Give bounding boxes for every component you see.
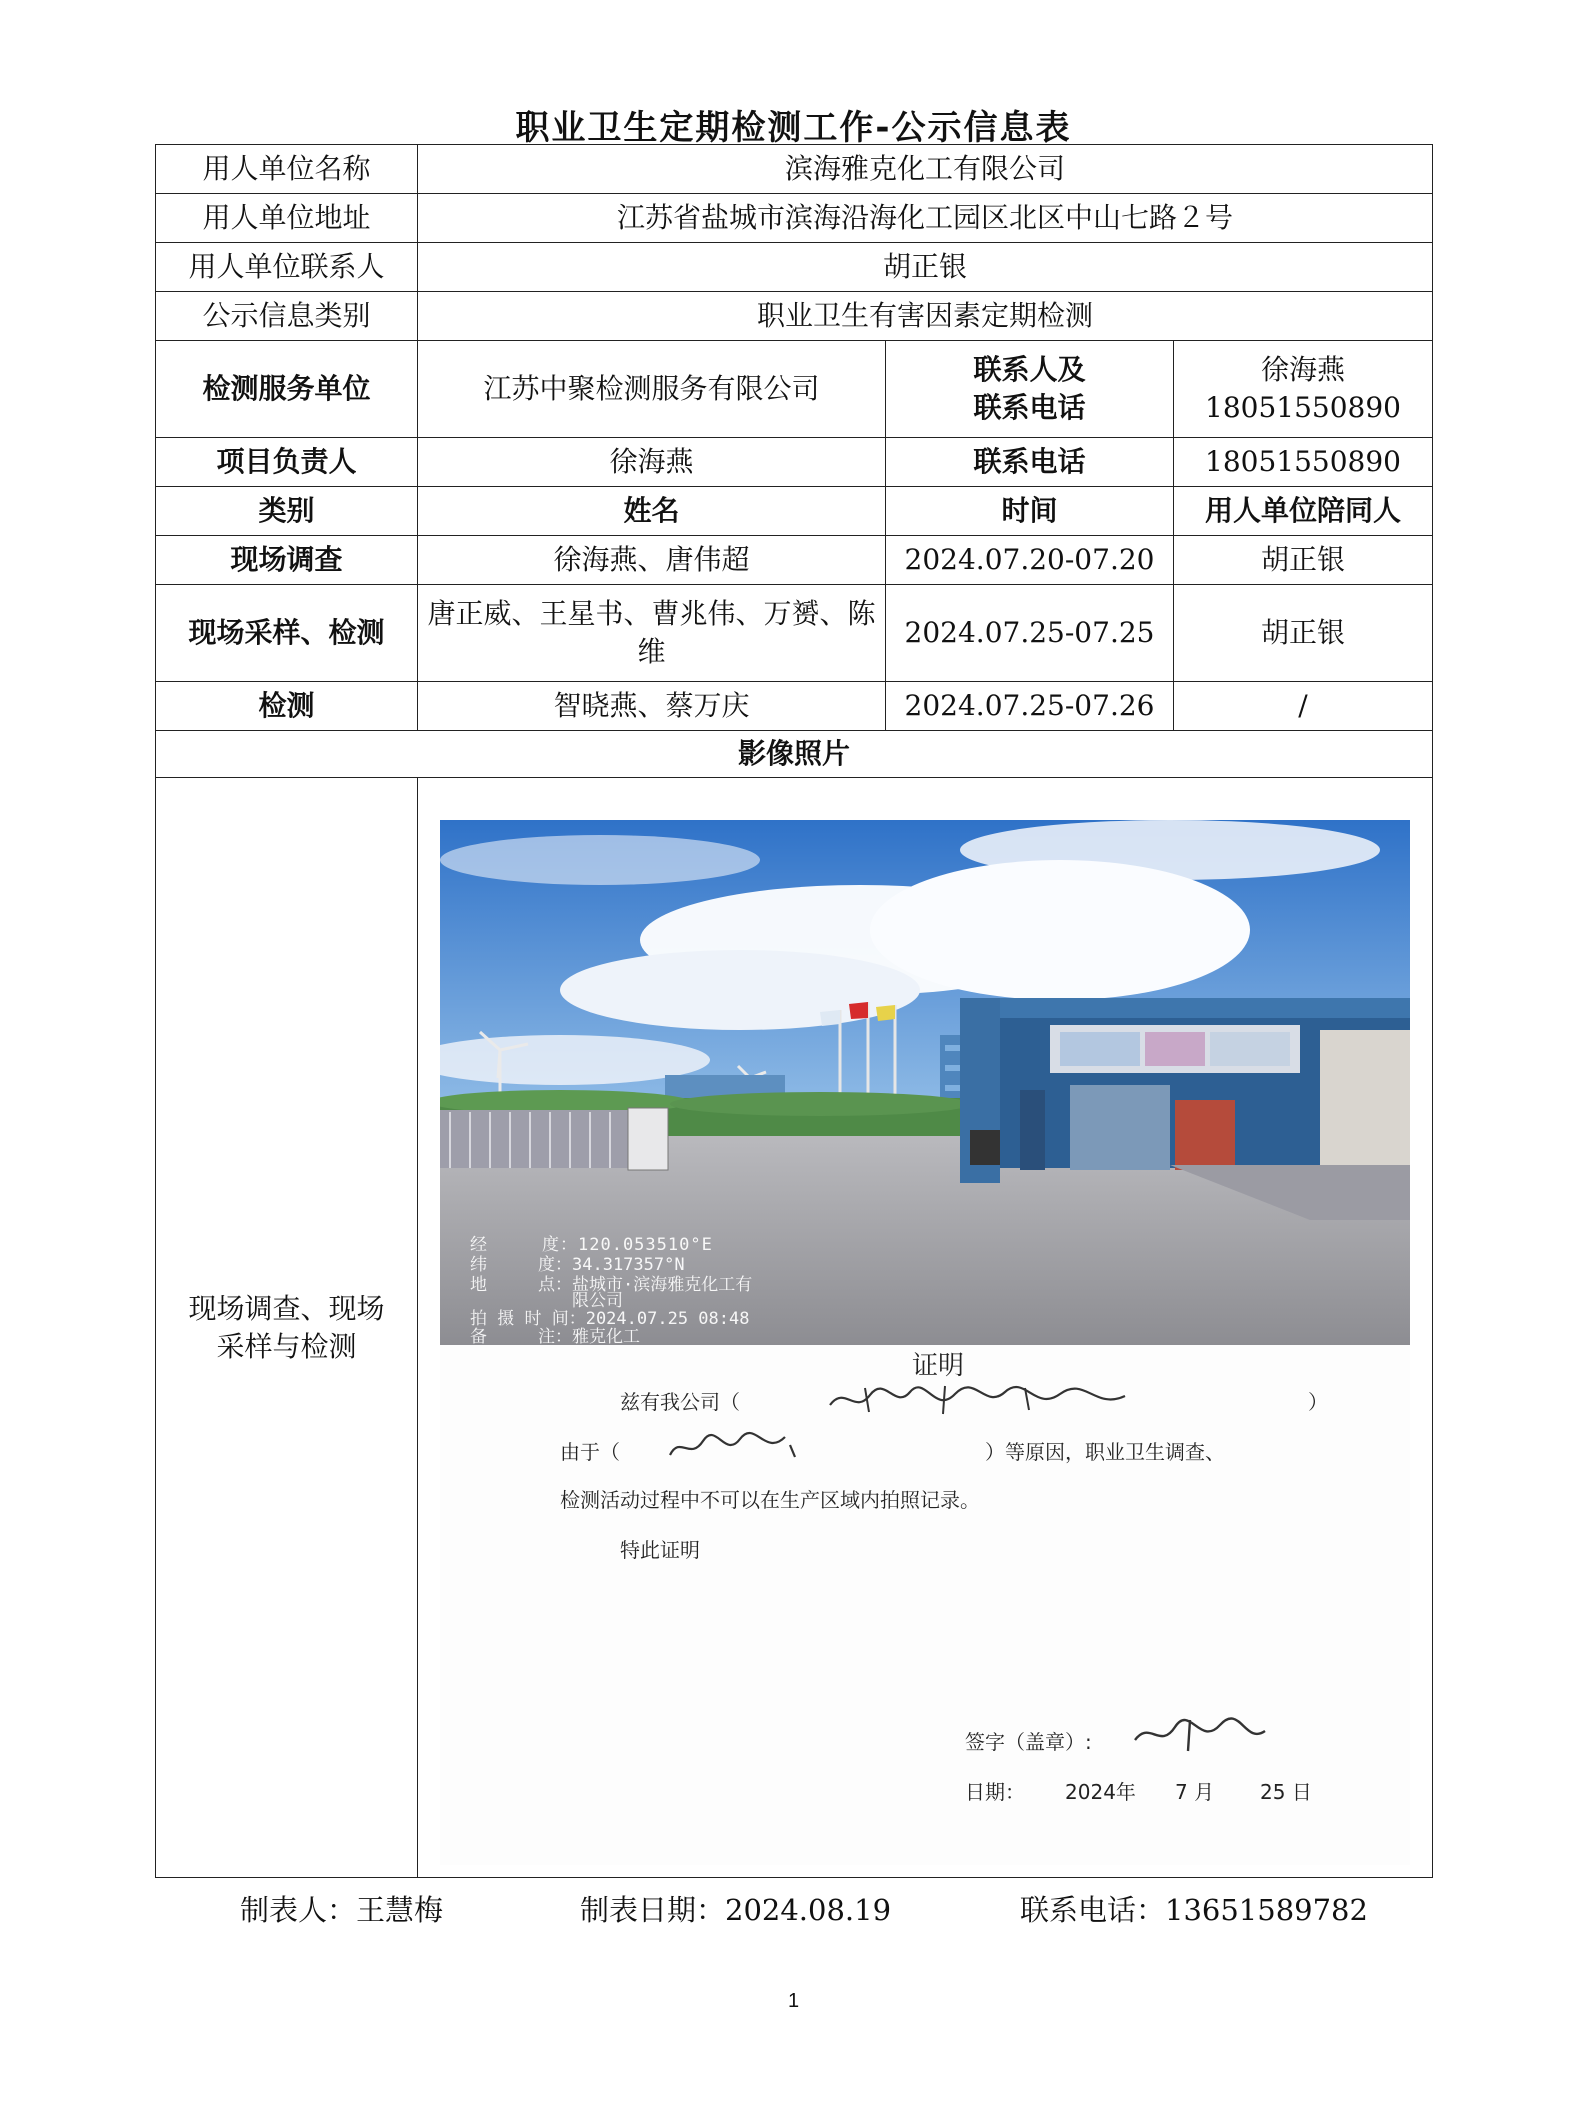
schedule-category: 现场调查	[156, 536, 418, 585]
certificate-line3: 检测活动过程中不可以在生产区域内拍照记录。	[560, 1488, 981, 1512]
info-type-label: 公示信息类别	[156, 292, 418, 341]
project-lead-value: 徐海燕	[418, 438, 886, 487]
schedule-category: 检测	[156, 682, 418, 731]
certificate-line2-prefix: 由于（	[560, 1440, 621, 1464]
schedule-companion: 胡正银	[1174, 536, 1433, 585]
service-contact-phone: 18051550890	[1205, 391, 1401, 424]
schedule-row	[156, 682, 1433, 731]
service-contact-value	[1174, 341, 1433, 438]
certificate-date-month: 7 月	[1175, 1780, 1215, 1804]
photos-label-line2: 采样与检测	[216, 1329, 357, 1363]
certificate-sign-label: 签字（盖章）:	[965, 1730, 1092, 1754]
unit-address-value: 江苏省盐城市滨海沿海化工园区北区中山七路２号	[418, 194, 1433, 243]
certificate-date-year: 2024年	[1065, 1780, 1136, 1804]
certificate-date-day: 25 日	[1260, 1780, 1312, 1804]
service-contact-name: 徐海燕	[1261, 353, 1346, 387]
schedule-header-time: 时间	[886, 487, 1174, 536]
schedule-names: 徐海燕、唐伟超	[418, 536, 886, 585]
schedule-names: 智晓燕、蔡万庆	[418, 682, 886, 731]
unit-name-label: 用人单位名称	[156, 145, 418, 194]
photos-header: 影像照片	[156, 731, 1433, 778]
service-contact-label-line1: 联系人及	[973, 353, 1086, 387]
company-name-signature	[825, 1380, 1145, 1420]
photo-overlay-location: 地 点：盐城市·滨海雅克化工有	[470, 1275, 753, 1295]
unit-contact-value: 胡正银	[418, 243, 1433, 292]
certificate-line1-prefix: 兹有我公司（	[620, 1390, 741, 1414]
schedule-companion: /	[1174, 682, 1433, 731]
service-contact-label	[886, 341, 1174, 438]
schedule-time: 2024.07.20-07.20	[886, 536, 1174, 585]
site-photo-image	[440, 820, 1410, 1345]
photo-overlay-latitude: 纬 度：34.317357°N	[470, 1255, 685, 1275]
photo-overlay-longitude: 经 度：120.053510°E	[470, 1235, 713, 1255]
project-phone-label: 联系电话	[886, 438, 1174, 487]
info-type-value: 职业卫生有害因素定期检测	[418, 292, 1433, 341]
service-contact-label-line2: 联系电话	[973, 391, 1086, 424]
unit-address-label: 用人单位地址	[156, 194, 418, 243]
row-unit-name	[156, 145, 1433, 194]
service-unit-value: 江苏中聚检测服务有限公司	[418, 341, 886, 438]
photos-row	[156, 778, 1433, 1878]
footer-date: 制表日期：2024.08.19	[580, 1893, 892, 1927]
schedule-row	[156, 536, 1433, 585]
schedule-header-row	[156, 487, 1433, 536]
schedule-names: 唐正威、王星书、曹兆伟、万赟、陈维	[418, 585, 886, 682]
photos-cell	[418, 778, 1433, 1878]
schedule-header-category: 类别	[156, 487, 418, 536]
certificate-line4: 特此证明	[620, 1538, 701, 1562]
row-info-type	[156, 292, 1433, 341]
schedule-companion: 胡正银	[1174, 585, 1433, 682]
certificate-line1-suffix: ）	[1308, 1390, 1329, 1414]
photos-label	[156, 778, 418, 1878]
schedule-time: 2024.07.25-07.25	[886, 585, 1174, 682]
project-phone-value: 18051550890	[1174, 438, 1433, 487]
unit-name-value: 滨海雅克化工有限公司	[418, 145, 1433, 194]
page-number: 1	[787, 1990, 800, 2012]
certificate-title: 证明	[912, 1351, 965, 1381]
photo-overlay-time: 拍 摄 时 间：2024.07.25 08:48	[470, 1309, 750, 1329]
document-title: 职业卫生定期检测工作-公示信息表	[515, 108, 1072, 148]
schedule-time: 2024.07.25-07.26	[886, 682, 1174, 731]
row-project-lead	[156, 438, 1433, 487]
site-photo	[440, 820, 1410, 1345]
signature	[1130, 1715, 1290, 1755]
service-unit-label: 检测服务单位	[156, 341, 418, 438]
photos-header-row	[156, 731, 1433, 778]
project-lead-label: 项目负责人	[156, 438, 418, 487]
info-table	[155, 144, 1433, 1878]
photo-overlay-location-cont: 限公司	[470, 1291, 624, 1311]
schedule-category: 现场采样、检测	[156, 585, 418, 682]
schedule-row	[156, 585, 1433, 682]
schedule-header-names: 姓名	[418, 487, 886, 536]
certificate-date-label: 日期：	[965, 1780, 1026, 1804]
reason-signature	[665, 1427, 845, 1467]
row-unit-address	[156, 194, 1433, 243]
unit-contact-label: 用人单位联系人	[156, 243, 418, 292]
certificate-image	[440, 1345, 1410, 1865]
certificate-line2-suffix: ）等原因，职业卫生调查、	[985, 1440, 1226, 1464]
photo-overlay-note: 备 注：雅克化工	[470, 1327, 641, 1345]
footer-phone: 联系电话：13651589782	[1020, 1893, 1368, 1927]
schedule-header-companion: 用人单位陪同人	[1174, 487, 1433, 536]
footer-maker: 制表人：王慧梅	[240, 1893, 444, 1927]
row-service-unit	[156, 341, 1433, 438]
row-unit-contact	[156, 243, 1433, 292]
photos-label-line1: 现场调查、现场	[188, 1291, 385, 1325]
